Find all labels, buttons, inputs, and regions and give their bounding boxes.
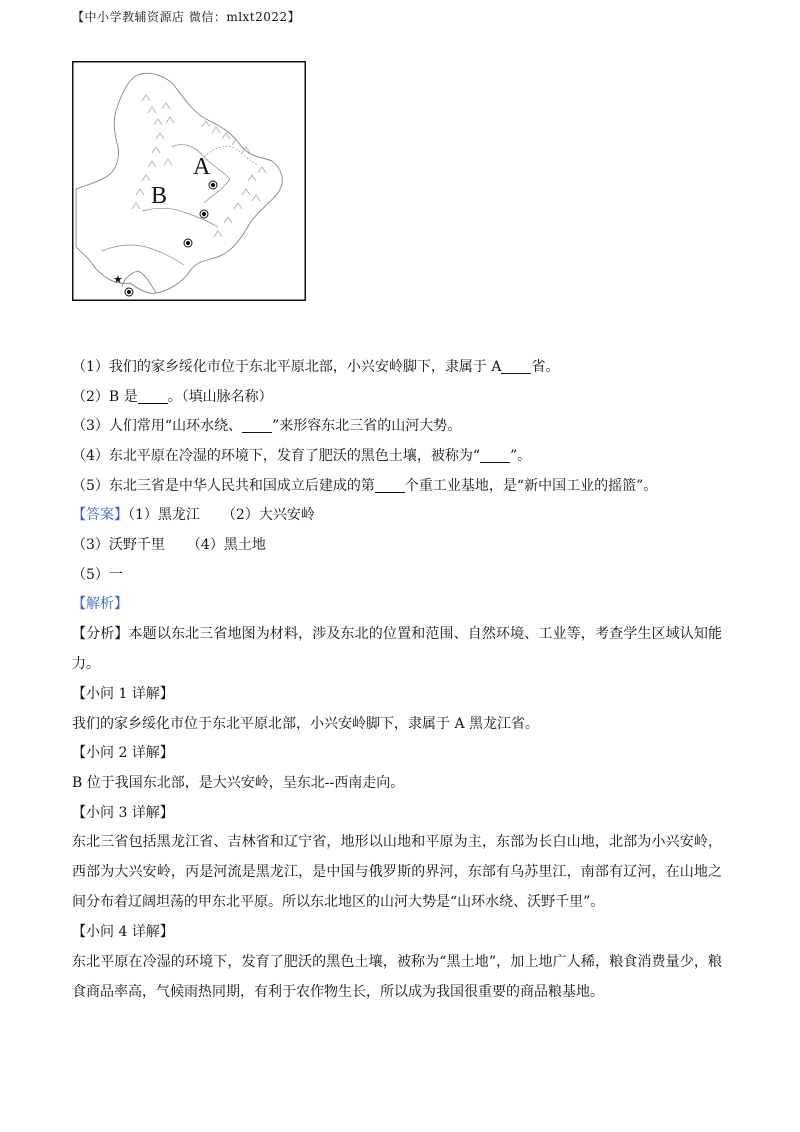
answer-blank (375, 478, 405, 493)
detail-3-title: 【小问 3 详解】 (72, 805, 174, 821)
northeast-china-map (72, 61, 306, 301)
map-figure (72, 61, 306, 301)
capital-star: ★ (113, 273, 123, 286)
question-5: （5）东北三省是中华人民共和国成立后建成的第 个重工业基地，是“新中国工业的摇篮”。 (72, 478, 658, 494)
detail-3-text: 东北三省包括黑龙江省、吉林省和辽宁省，地形以山地和平原为主，东部为长白山地，北部为小兴安岭，西部为大兴安岭，丙是河流是黑龙江，是中国与俄罗斯的界河，东部有乌苏里江，南部有辽河，在山地之间分布着辽阔坦荡的甲东北平原。所以东北地区的山河大势是“山环水绕、沃野千里”。 (72, 834, 722, 910)
answer-blank (138, 389, 168, 404)
question-3: （3）人们常用“山环水绕、 ”来形容东北三省的山河大势。 (72, 418, 462, 434)
label-b: B (151, 183, 168, 209)
answer-row-2: （3）沃野千里 （4）黑土地 (72, 537, 266, 553)
answer-blank (242, 418, 272, 433)
analysis-summary: 【分析】本题以东北三省地图为材料，涉及东北的位置和范围、自然环境、工业等，考查学生区域认知能力。 (72, 626, 723, 672)
answer-row-1: 【答案】（1）黑龙江 （2）大兴安岭 (72, 507, 315, 523)
answer-label: 【答案】 (72, 507, 128, 523)
answer-blank (501, 359, 531, 374)
analysis-label: 【解析】 (72, 596, 128, 612)
detail-4-title: 【小问 4 详解】 (72, 924, 174, 940)
detail-1-title: 【小问 1 详解】 (72, 686, 174, 702)
question-2: （2）B 是 。（填山脉名称） (72, 389, 273, 405)
map-frame (73, 62, 306, 301)
detail-2-text: B 位于我国东北部，是大兴安岭，呈东北--西南走向。 (72, 775, 405, 791)
detail-4-text: 东北平原在冷湿的环境下，发育了肥沃的黑色土壤，被称为“黑土地”，加上地广人稀，粮食消费量少，粮食商品率高，气候雨热同期，有利于农作物生长，所以成为我国很重要的商品粮基地。 (72, 954, 722, 1000)
detail-1-text: 我们的家乡绥化市位于东北平原北部，小兴安岭脚下，隶属于 A 黑龙江省。 (72, 716, 540, 732)
question-4: （4）东北平原在冷湿的环境下，发育了肥沃的黑色土壤，被称为“ ”。 (72, 448, 532, 464)
detail-2-title: 【小问 2 详解】 (72, 745, 174, 761)
source-header: 【中小学教辅资源店 微信：mlxt2022】 (72, 10, 301, 24)
answer-blank (480, 448, 510, 463)
answer-row-3: （5）一 (72, 567, 123, 583)
question-1: （1）我们的家乡绥化市位于东北平原北部，小兴安岭脚下，隶属于 A 省。 (72, 359, 560, 375)
label-a: A (193, 154, 211, 180)
